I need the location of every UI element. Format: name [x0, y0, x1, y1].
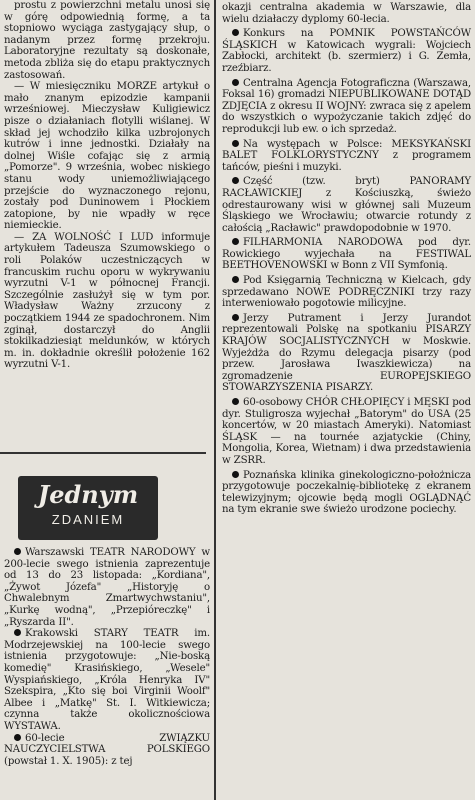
article-paragraph: — ZA WOLNOŚĆ I LUD informuje artykułem Tadeusza Szumowskiego o roli Polaków uczestniczących w francuskim ruchu oporu w wykrywaniu wyrzutni V-1 w północnej Francji. Szczególnie zasłużył się w tym por. Władysław Ważny zrzucony z początkiem 1944 ze spadochronem. Nim zginął, dostarczył do Anglii stokilkadziesiąt meldunków, w których m. in. dokładnie określił położenie 162 wyrzutni V-1.	[4, 231, 210, 371]
section-divider	[0, 452, 206, 454]
article-paragraph: — W miesięczniku MORZE artykuł o mało znanym epizodzie kampanii wrześniowej. Mieczysław Kuligiewicz pisze o działaniach flotylli wiślanej. W skład jej wchodziło kilka uzbrojonych kutrów i inne jednostki. Działały na dolnej Wiśle cofając się z armią „Pomorze". 9 września, wobec niskiego stanu wody uniemożliwiającego przejście do wyznaczonego rejonu, zostały pod Duninowem i Płockiem zatopione, by nie wpadły w ręce niemieckie.	[4, 81, 210, 232]
section-header-subtitle: ZDANIEM	[51, 512, 125, 527]
news-item: Warszawski TEATR NARODOWY w 200-lecie swego istnienia zaprezentuje od 13 do 23 listopada: „Kordiana", „Żywot Józefa" „Historyję o Chwalebnym Zmartwychwstaniu", „Kurkę wodną", „Przepióreczkę" i „Ryszarda II".	[4, 547, 210, 628]
news-item: FILHARMONIA NARODOWA pod dyr. Rowickiego wyjechała na FESTIWAL BEETHOVENOWSKI w Bonn z VII Symfonią.	[222, 237, 471, 272]
bullet-icon	[232, 79, 239, 86]
bullet-icon	[232, 140, 239, 147]
news-item: Poznańska klinika ginekologiczno-położnicza przygotowuje poczekalnię-bibliotekę z ekranem telewizyjnym; ojcowie będą mogli OGLĄDNĄĆ na tym ekranie swe świeżo urodzone pociechy.	[222, 469, 471, 516]
bullet-icon	[232, 29, 239, 36]
bullet-icon	[232, 314, 239, 321]
article-paragraph: prostu z powierzchni metalu unosi się w górę odpowiednią formę, a ta stopniowo wyciąga zastygający słup, o nadanym przez formę przekroju. Laboratoryjne rezultaty są doskonałe, metoda zbliża się do etapu praktycznych zastosowań.	[4, 0, 210, 81]
left-column-upper	[4, 0, 210, 371]
news-item-continued: okazji centralna akademia w Warszawie, dla wielu działaczy dyplomy 60-lecia.	[222, 2, 471, 25]
bullet-icon	[14, 548, 21, 555]
news-item: Część (tzw. bryt) PANORAMY RACŁAWICKIEJ z Kościuszką, świeżo odrestaurowany wisi w głównej sali Muzeum Śląskiego we Wrocławiu; otwarcie rotundy z całością „Racławic" prawdopodobnie w 1970.	[222, 176, 471, 234]
column-divider	[214, 0, 216, 800]
bullet-icon	[14, 734, 21, 741]
news-item: Pod Księgarnią Techniczną w Kielcach, gdy sprzedawano NOWE PODRĘCZNIKI trzy razy interweniowało pogotowie milicyjne.	[222, 275, 471, 310]
section-header	[18, 476, 158, 540]
left-column-lower	[4, 547, 210, 767]
bullet-icon	[232, 471, 239, 478]
section-header-title: Jednym	[37, 480, 139, 509]
news-item: 60-osobowy CHÓR CHŁOPIĘCY i MĘSKI pod dyr. Stuligrosza wyjechał „Batorym" do USA (25 koncertów, w 20 miastach Ameryki). Natomiast ŚLĄSK — na tournée azjatyckie (Chiny, Mongolia, Korea, Wietnam) i dwa przedstawienia w ZSRR.	[222, 397, 471, 466]
bullet-icon	[14, 629, 21, 636]
bullet-icon	[232, 398, 239, 405]
news-item: Na występach w Polsce: MEKSYKAŃSKI BALET FOLKLORYSTYCZNY z programem tańców, pieśni i muzyki.	[222, 138, 471, 173]
news-item: Centralna Agencja Fotograficzna (Warszawa, Foksal 16) gromadzi NIEPUBLIKOWANE DOTĄD ZDJĘCIA z okresu II WOJNY: zwraca się z apelem do wszystkich o wypożyczanie takich zdjęć do reprodukcji lub ew. o ich sprzedaż.	[222, 77, 471, 135]
news-item: Krakowski STARY TEATR im. Modrzejewskiej na 100-lecie swego istnienia przygotowuje: „Nie-boską komedię" Krasińskiego, „Wesele" Wyspiańskiego, „Króla Henryka IV" Szekspira, „Kto się boi Virginii Woolf" Albee i „Matkę" St. I. Witkiewicza; czynna także okolicznościowa WYSTAWA.	[4, 628, 210, 732]
right-column	[222, 0, 471, 519]
news-item: Konkurs na POMNIK POWSTAŃCÓW ŚLĄSKICH w Katowicach wygrali: Wojciech Zabłocki, architekt (b. szermierz) i G. Zemła, rzeźbiarz.	[222, 28, 471, 74]
bullet-icon	[232, 276, 239, 283]
bullet-icon	[232, 177, 239, 184]
news-item: 60-lecie ZWIĄZKU NAUCZYCIELSTWA POLSKIEGO (powstał 1. X. 1905): z tej	[4, 732, 210, 767]
news-item: Jerzy Putrament i Jerzy Jurandot reprezentowali Polskę na spotkaniu PISARZY KRAJÓW SOCJALISTYCZNYCH w Moskwie. Wyjeżdża do Rzymu delegacja pisarzy (pod przew. Jarosława Iwaszkiewicza) na zgromadzenie EUROPEJSKIEGO STOWARZYSZENIA PISARZY.	[222, 312, 471, 394]
bullet-icon	[232, 238, 239, 245]
